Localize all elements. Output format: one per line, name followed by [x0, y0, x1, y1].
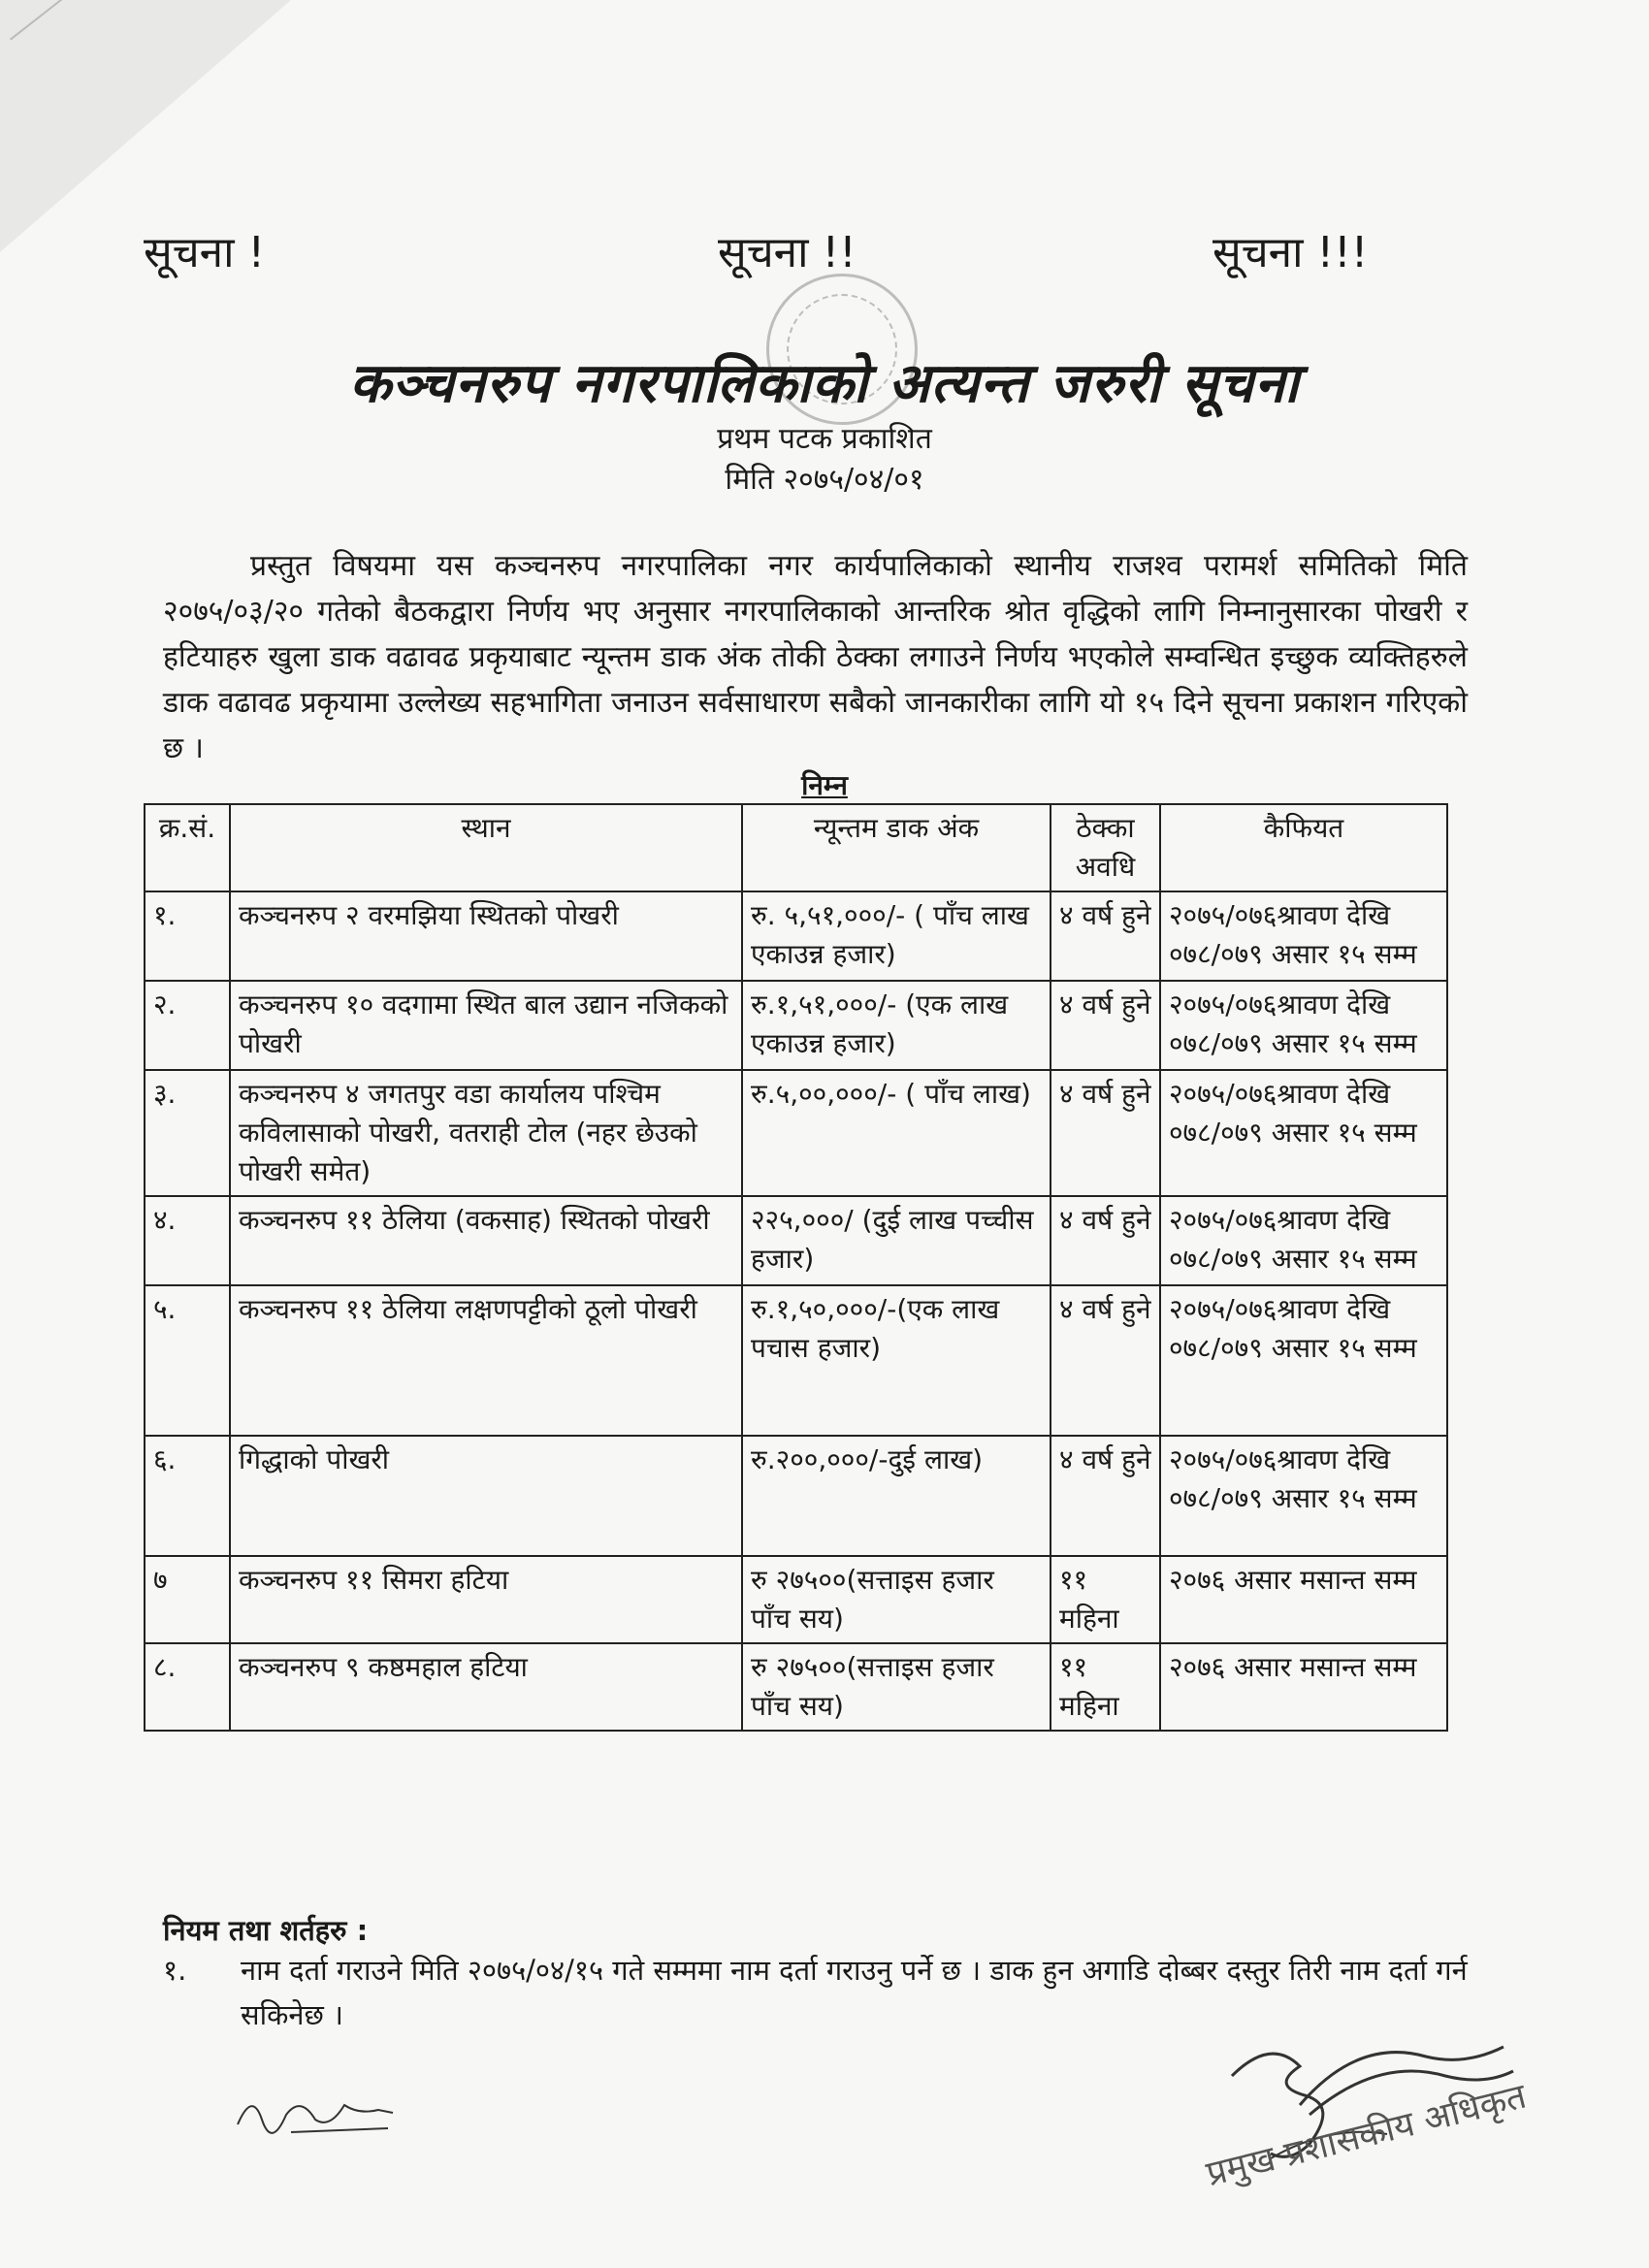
table-row	[145, 1070, 1447, 1196]
page-title: कञ्चनरुप नगरपालिकाको अत्यन्त जरुरी सूचना	[349, 352, 1300, 415]
rule-text: नाम दर्ता गराउने मिति २०७५/०४/१५ गते सम्ममा नाम दर्ता गराउनु पर्ने छ । डाक हुन अगाडि दोब्बर दस्तुर तिरी नाम दर्ता गर्न सकिनेछ ।	[241, 1954, 1468, 2031]
cell-period: ४ वर्ष हुने	[1051, 1436, 1160, 1556]
cell-sn: ७	[145, 1556, 230, 1643]
cell-period: ४ वर्ष हुने	[1051, 981, 1160, 1070]
cell-period: ४ वर्ष हुने	[1051, 891, 1160, 981]
header-location: स्थान	[230, 804, 742, 891]
header-remarks: कैफियत	[1160, 804, 1447, 891]
cell-min-bid: रु. ५,५१,०००/- ( पाँच लाख एकाउन्न हजार)	[742, 891, 1051, 981]
cell-location: कञ्चनरुप १० वदगामा स्थित बाल उद्यान नजिकको पोखरी	[230, 981, 742, 1070]
table-row	[145, 981, 1447, 1070]
cell-location: कञ्चनरुप ११ ठेलिया लक्षणपट्टीको ठूलो पोखरी	[230, 1285, 742, 1436]
table-caption: निम्न	[801, 769, 848, 801]
cell-remarks: २०७५/०७६श्रावण देखि ०७८/०७९ असार १५ सम्म	[1160, 1285, 1447, 1436]
cell-min-bid: २२५,०००/ (दुई लाख पच्चीस हजार)	[742, 1196, 1051, 1285]
signature-left-icon	[233, 2086, 398, 2144]
header-sn: क्र.सं.	[145, 804, 230, 891]
cell-min-bid: रु २७५००(सत्ताइस हजार पाँच सय)	[742, 1643, 1051, 1731]
cell-sn: ८.	[145, 1643, 230, 1731]
cell-period: ४ वर्ष हुने	[1051, 1285, 1160, 1436]
publication-date: मिति २०७५/०४/०१	[725, 463, 924, 497]
table-row	[145, 1196, 1447, 1285]
cell-min-bid: रु.१,५०,०००/-(एक लाख पचास हजार)	[742, 1285, 1051, 1436]
cell-period: ४ वर्ष हुने	[1051, 1070, 1160, 1196]
table-row	[145, 1643, 1447, 1731]
notice-heading-center: सूचना !!	[718, 228, 857, 277]
table-row	[145, 1436, 1447, 1556]
cell-location: कञ्चनरुप ४ जगतपुर वडा कार्यालय पश्चिम कविलासाको पोखरी, वतराही टोल (नहर छेउको पोखरी समेत)	[230, 1070, 742, 1196]
cell-sn: ३.	[145, 1070, 230, 1196]
notice-heading-left: सूचना !	[144, 228, 266, 277]
cell-sn: ६.	[145, 1436, 230, 1556]
rules-title: नियम तथा शर्तहरु :	[163, 1914, 369, 1947]
table-header-row	[145, 804, 1447, 891]
auction-table	[144, 803, 1448, 1732]
cell-location: कञ्चनरुप ११ सिमरा हटिया	[230, 1556, 742, 1643]
cell-remarks: २०७५/०७६श्रावण देखि ०७८/०७९ असार १५ सम्म	[1160, 981, 1447, 1070]
cell-min-bid: रु.२००,०००/-दुई लाख)	[742, 1436, 1051, 1556]
cell-sn: १.	[145, 891, 230, 981]
cell-sn: २.	[145, 981, 230, 1070]
cell-period: ११ महिना	[1051, 1643, 1160, 1731]
cell-location: गिद्धाको पोखरी	[230, 1436, 742, 1556]
cell-remarks: २०७५/०७६श्रावण देखि ०७८/०७९ असार १५ सम्म	[1160, 891, 1447, 981]
cell-min-bid: रु २७५००(सत्ताइस हजार पाँच सय)	[742, 1556, 1051, 1643]
notice-heading-right: सूचना !!!	[1212, 228, 1369, 277]
table-row	[145, 1556, 1447, 1643]
cell-remarks: २०७५/०७६श्रावण देखि ०७८/०७९ असार १५ सम्म	[1160, 1436, 1447, 1556]
table-row	[145, 891, 1447, 981]
cell-min-bid: रु.१,५१,०००/- (एक लाख एकाउन्न हजार)	[742, 981, 1051, 1070]
cell-sn: ५.	[145, 1285, 230, 1436]
cell-remarks: २०७५/०७६श्रावण देखि ०७८/०७९ असार १५ सम्म	[1160, 1196, 1447, 1285]
cell-remarks: २०७६ असार मसान्त सम्म	[1160, 1556, 1447, 1643]
folded-corner	[0, 0, 291, 252]
cell-period: ११ महिना	[1051, 1556, 1160, 1643]
header-period: ठेक्का अवधि	[1051, 804, 1160, 891]
cell-remarks: २०७६ असार मसान्त सम्म	[1160, 1643, 1447, 1731]
rule-number: १.	[163, 1954, 187, 1987]
header-min-bid: न्यून्तम डाक अंक	[742, 804, 1051, 891]
table-row	[145, 1285, 1447, 1436]
cell-min-bid: रु.५,००,०००/- ( पाँच लाख)	[742, 1070, 1051, 1196]
publication-note: प्रथम पटक प्रकाशित	[717, 422, 932, 456]
cell-location: कञ्चनरुप २ वरमझिया स्थितको पोखरी	[230, 891, 742, 981]
cell-sn: ४.	[145, 1196, 230, 1285]
intro-paragraph: प्रस्तुत विषयमा यस कञ्चनरुप नगरपालिका नगर कार्यपालिकाको स्थानीय राजश्व परामर्श समितिको मिति २०७५/०३/२० गतेको बैठकद्वारा निर्णय भए अनुसार नगरपालिकाको आन्तरिक श्रोत वृद्धिको लागि निम्नानुसारका पोखरी र हटियाहरु खुला डाक वढावढ प्रकृयाबाट न्यून्तम डाक अंक तोकी ठेक्का लगाउने निर्णय भएकोले सम्वन्धित इच्छुक व्यक्तिहरुले डाक वढावढ प्रकृयामा उल्लेख्य सहभागिता जनाउन सर्वसाधारण सबैको जानकारीका लागि यो १५ दिने सूचना प्रकाशन गरिएको छ ।	[163, 549, 1468, 765]
cell-period: ४ वर्ष हुने	[1051, 1196, 1160, 1285]
cell-remarks: २०७५/०७६श्रावण देखि ०७८/०७९ असार १५ सम्म	[1160, 1070, 1447, 1196]
officer-stamp: प्रमुख प्रशासकीय अधिकृत	[1202, 2076, 1531, 2195]
cell-location: कञ्चनरुप ९ कष्ठमहाल हटिया	[230, 1643, 742, 1731]
cell-location: कञ्चनरुप ११ ठेलिया (वकसाह) स्थितको पोखरी	[230, 1196, 742, 1285]
